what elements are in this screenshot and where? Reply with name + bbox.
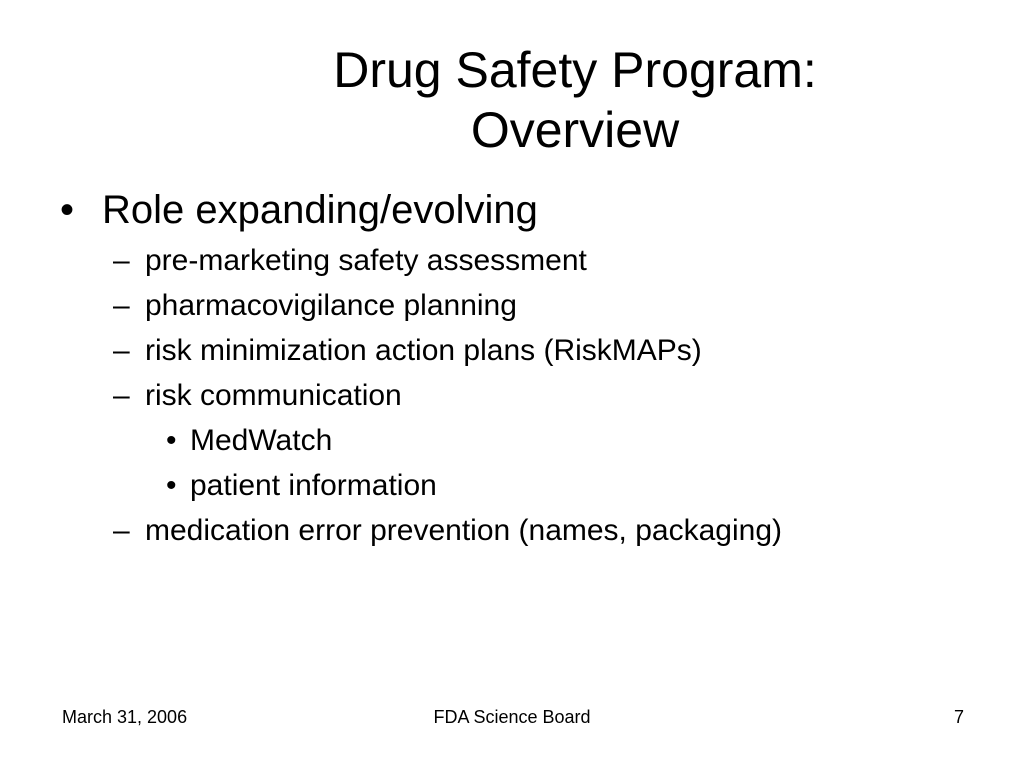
subsub-item-patient-information — [58, 463, 978, 508]
dash-marker: – — [113, 514, 130, 547]
dash-marker: – — [113, 289, 130, 322]
slide-title-line-1: Drug Safety Program: — [333, 42, 817, 98]
sub-item-text: pre-marketing safety assessment — [145, 244, 587, 277]
sub-item-pharmacovigilance — [58, 283, 978, 328]
sub-item-riskmaps — [58, 328, 978, 373]
bullet-marker: • — [60, 188, 75, 232]
footer-title: FDA Science Board — [433, 707, 591, 727]
sub-item-pre-marketing — [58, 238, 978, 283]
sub-item-risk-communication — [58, 373, 978, 418]
dash-marker: – — [113, 334, 130, 367]
sub-item-text: pharmacovigilance planning — [145, 289, 517, 322]
sub-item-text: risk communication — [145, 379, 402, 412]
slide-title — [290, 40, 860, 160]
bullet-text: Role expanding/evolving — [102, 188, 538, 232]
dash-marker: – — [113, 244, 130, 277]
slide-title-line-2: Overview — [470, 102, 680, 158]
bullet-item-role — [58, 182, 978, 238]
bullet-marker: • — [166, 469, 177, 502]
sub-item-text: risk minimization action plans (RiskMAPs) — [145, 334, 702, 367]
bullet-marker: • — [166, 424, 177, 457]
subsub-item-text: patient information — [190, 469, 437, 502]
bullet-list — [58, 182, 978, 553]
footer-date: March 31, 2006 — [62, 707, 188, 727]
sub-item-medication-error — [58, 508, 978, 553]
dash-marker: – — [113, 379, 130, 412]
subsub-item-text: MedWatch — [190, 424, 333, 457]
page-number: 7 — [953, 707, 964, 727]
sub-item-text: medication error prevention (names, packaging) — [145, 514, 782, 547]
subsub-item-medwatch — [58, 418, 978, 463]
